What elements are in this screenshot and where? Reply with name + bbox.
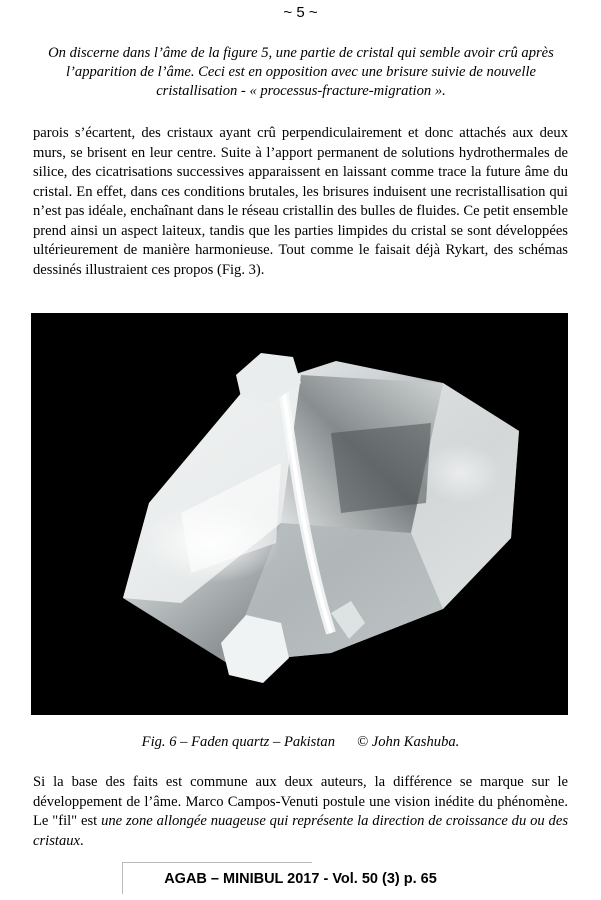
faden-quartz-image: [31, 313, 568, 715]
crystal-photo: [31, 313, 568, 715]
figure-caption: [0, 734, 601, 751]
figure-credit: © John Kashuba.: [357, 734, 460, 750]
page-number: ~ 5 ~: [283, 4, 318, 21]
paragraph-2-italic: une zone allongée nuageuse qui représente la direction de croissance du ou des cristaux: [33, 813, 569, 849]
body-paragraph-1: parois s’écartent, des cristaux ayant crû perpendiculairement et donc attachés aux deux murs, se brisent en leur centre. Suite à l’apport permanent de solutions hydrothermales de silice, des cicatrisations successives apparaissent en laissant comme trace la future âme du cristal. En effet, dans ces conditions brutales, les brisures induisent une recristallisation qui n’est pas idéale, enchaînant dans le réseau cristallin des bulles de fluides. Ce petit ensemble prend ainsi un aspect laiteux, tandis que les parties limpides du cristal se sont développées ultérieurement de manière harmonieuse. Tout comme le faisait déjà Rykart, des schémas dessinés illustraient ces propos (Fig. 3).: [33, 125, 568, 278]
paragraph-2-plain: Si la base des faits est commune aux deux auteurs, la différence se marque sur le développement de l’âme. Marco Campos-Venuti postule une vision inédite du phénomène. Le "fil" est: [33, 774, 568, 829]
page-footer: AGAB – MINIBUL 2017 - Vol. 50 (3) p. 65: [164, 871, 437, 887]
intro-caption: On discerne dans l’âme de la figure 5, une partie de cristal qui semble avoir crû après l’apparition de l’âme. Ceci est en opposition avec une brisure suivie de nouvelle cristallisation - « processus-fracture-migration ».: [48, 45, 554, 99]
body-paragraph-2: [33, 773, 568, 851]
footer-rule: [122, 862, 312, 863]
figure-caption-text: Fig. 6 – Faden quartz – Pakistan: [141, 734, 336, 750]
paragraph-2-end: .: [80, 832, 84, 849]
